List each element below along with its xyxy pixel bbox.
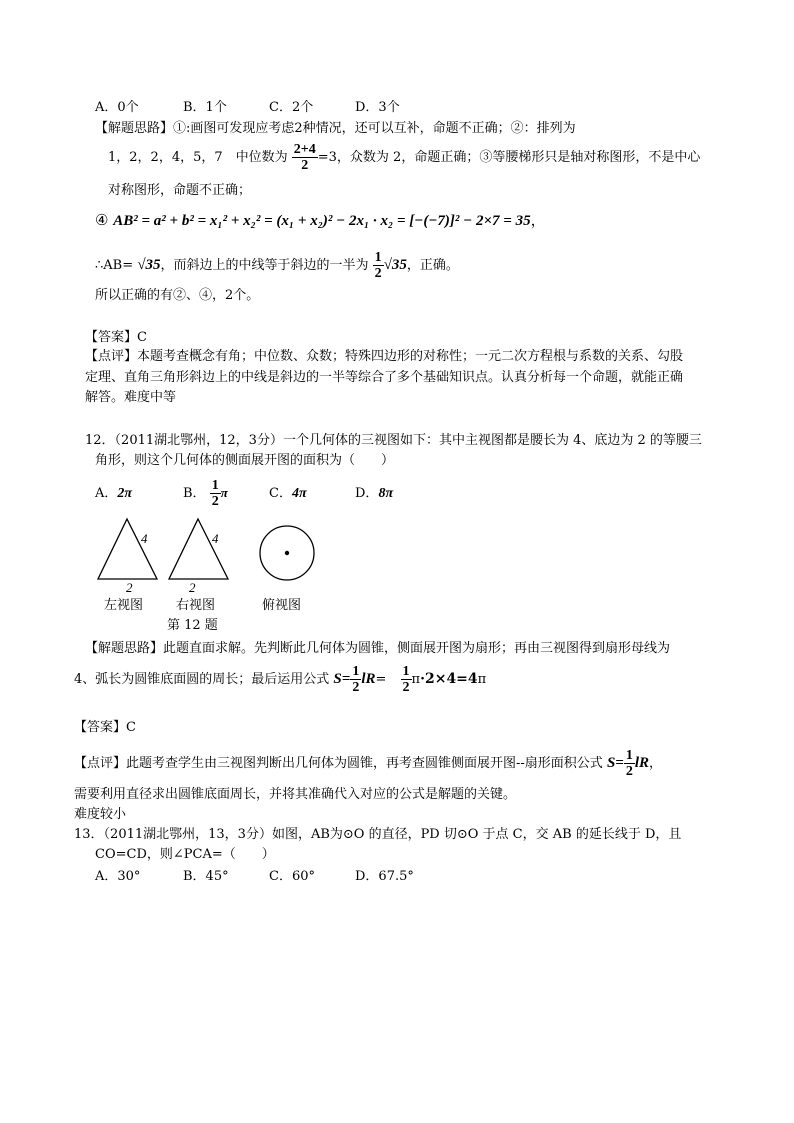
formula-half: $\frac{1}{2}$ [352, 664, 360, 695]
figure-title: 第 12 题 [167, 618, 218, 633]
q11-comment-line-3: 解答。难度中等 [85, 390, 177, 405]
q12-analysis-line-2: 4、弧长为圆锥底面圆的周长；最后运用公式 S= $\frac{1}{2}$ lR= $\frac{1}{2}$ π·2×4=4π [74, 664, 487, 695]
formula-half-2: $\frac{1}{2}$ [402, 664, 410, 695]
q11-analysis-line-3: 对称图形，命题不正确； [108, 183, 252, 198]
left-view-base-label: 2 [126, 580, 133, 595]
left-view-caption: 左视图 [104, 598, 144, 613]
q13-option-a: A．30° [95, 869, 141, 884]
analysis-tag: 【解题思路】 [95, 121, 174, 136]
q13-options [95, 869, 414, 885]
q12-option-c: C．4π [269, 486, 307, 501]
q12-comment-line-1: 【点评】此题考查学生由三视图判断出几何体为圆锥，再考查圆锥侧面展开图--扇形面积公式 S= $\frac{1}{2}$ lR， [74, 748, 663, 779]
q11-analysis-line-1: 【解题思路】①:画图可发现应考虑2种情况，还可以互补，命题不正确；②：排列为 [95, 121, 576, 136]
q12-options [95, 476, 393, 511]
left-view-side-label: 4 [141, 531, 148, 546]
q11-equation-line: ④ AB² = a² + b² = x₁² + x₂² = (x₁ + x₂)² − 2x₁ · x₂ = [−(−7)]² − 2×7 = 35， [95, 211, 546, 229]
q11-comment-line-1: 【点评】本题考查概念有角；中位数、众数；特殊四边形的对称性；一元二次方程根与系数的关系、勾股 [85, 349, 684, 364]
half-fraction: $\frac{1}{2}$ [374, 250, 382, 281]
median-fraction: $\frac{2+4}{2}$ [293, 142, 316, 173]
q12-answer: 【答案】C [74, 720, 136, 735]
q12-comment-line-2: 需要利用直径求出圆锥底面周长，并将其准确代入对应的公式是解题的关键。 [74, 787, 517, 802]
q12-comment-line-3: 难度较小 [74, 807, 127, 822]
q12-option-b-fraction: $\frac{1}{2}$ [211, 478, 219, 509]
q11-conclusion: 所以正确的有②、④，2个。 [95, 288, 260, 303]
q13-option-c: C．60° [269, 869, 315, 884]
top-view-caption: 俯视图 [262, 598, 302, 613]
q11-options [95, 100, 400, 116]
comment-half: $\frac{1}{2}$ [625, 748, 633, 779]
q13-option-d: D．67.5° [355, 869, 414, 884]
right-view-caption: 右视图 [176, 598, 216, 613]
top-view-circle [259, 525, 315, 581]
q12-option-d: D．8π [355, 486, 394, 501]
q12-stem-line-2: 角形，则这个几何体的侧面展开图的面积为（ ） [95, 453, 395, 468]
ab-squared-equation: AB² = a² + b² = x₁² + x₂² = (x₁ + x₂)² − 2x₁ · x₂ = [−(−7)]² − 2×7 = 35 [113, 213, 531, 229]
q13-stem-line-2: CO=CD，则∠PCA=（ ） [95, 847, 275, 862]
q12-analysis-line-1: 【解题思路】此题直面求解。先判断此几何体为圆锥，侧面展开图为扇形；再由三视图得到扇形母线为 [85, 641, 671, 656]
q11-option-a: A．0个 [95, 100, 139, 115]
q11-answer: 【答案】C [85, 330, 147, 345]
q11-analysis-line-2: 1，2，2，4，5，7 中位数为 $\frac{2+4}{2}$ =3，众数为 2，命题正确；③等腰梯形只是轴对称图形，不是中心 [108, 142, 701, 173]
q11-comment-line-2: 定理、直角三角形斜边上的中线是斜边的一半等综合了多个基础知识点。认真分析每一个命题，就能正确 [85, 370, 684, 385]
right-view-triangle [168, 518, 230, 582]
q11-option-d: D．3个 [355, 100, 400, 115]
sqrt-35: √35 [137, 257, 161, 273]
q12-option-a: A．2π [95, 486, 133, 501]
q13-stem-line-1: 13．（2011湖北鄂州，13，3分）如图，AB为⊙O 的直径，PD 切⊙O 于点 C，交 AB 的延长线于 D，且 [74, 827, 682, 842]
q12-option-b: B． $\frac{1}{2}$ π [183, 478, 228, 509]
q11-option-b: B．1个 [183, 100, 227, 115]
right-view-base-label: 2 [189, 580, 196, 595]
q13-option-b: B．45° [183, 869, 229, 884]
q12-stem-line-1: 12．（2011湖北鄂州，12，3分）一个几何体的三视图如下：其中主视图都是腰长为 4、底边为 2 的等腰三 [85, 433, 702, 448]
right-view-side-label: 4 [212, 531, 219, 546]
q11-therefore-line: ∴AB= √35，而斜边上的中线等于斜边的一半为 $\frac{1}{2}$ √35，正确。 [95, 250, 459, 281]
left-view-triangle [97, 518, 159, 582]
q11-option-c: C．2个 [269, 100, 314, 115]
